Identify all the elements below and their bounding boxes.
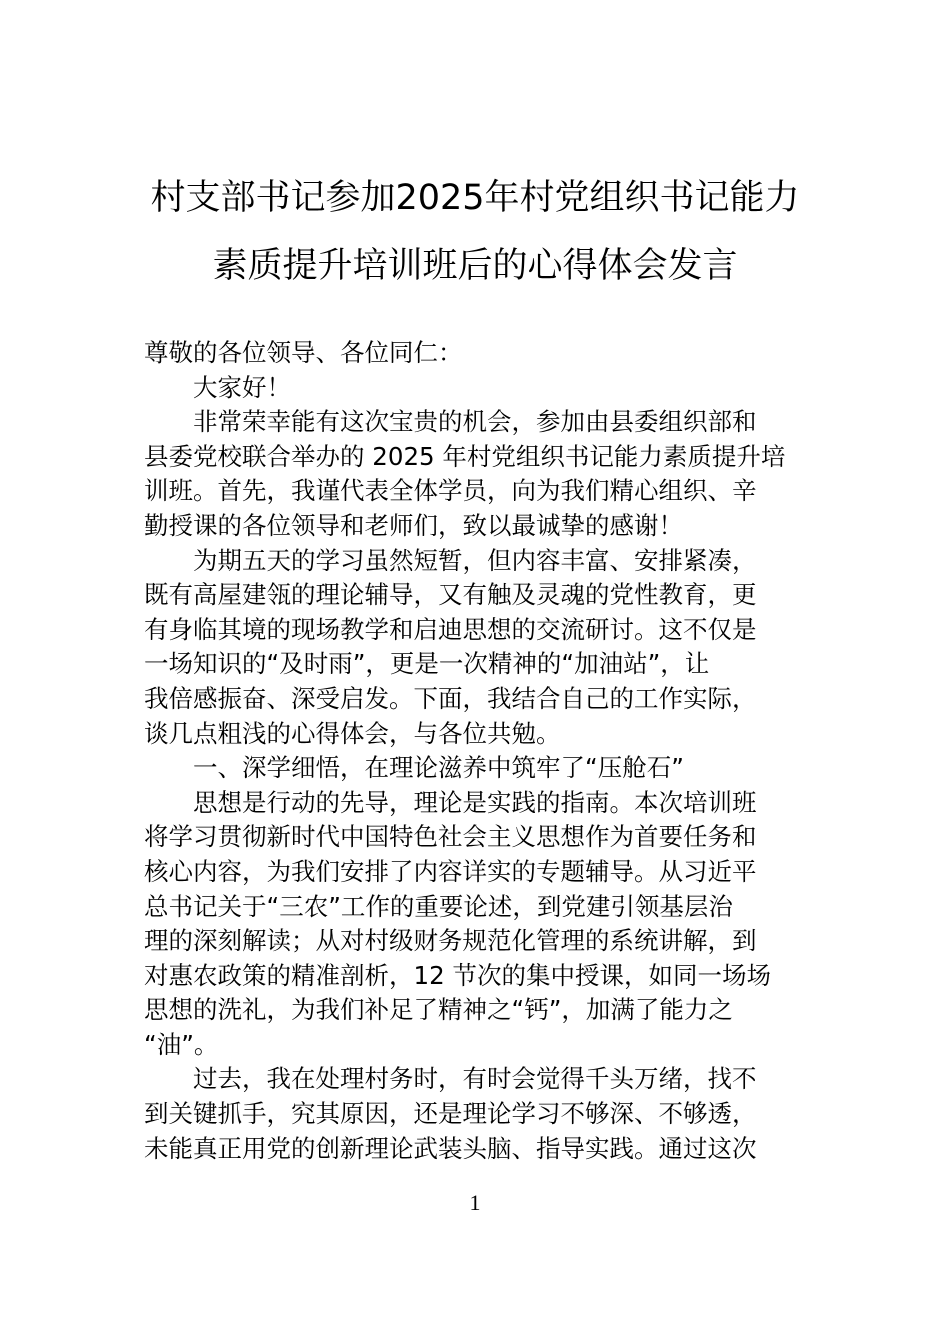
document-title-line-2: 素质提升培训班后的心得体会发言: [212, 246, 738, 286]
text-line: 有身临其境的现场教学和启迪思想的交流研讨。这不仅是: [144, 614, 757, 644]
document-title-line-1: 村支部书记参加2025年村党组织书记能力: [150, 178, 800, 218]
text-line: 到关键抓手，究其原因，还是理论学习不够深、不够透，: [144, 1099, 757, 1129]
document-body: [144, 336, 808, 1166]
text-line: 未能真正用党的创新理论武装头脑、指导实践。通过这次: [144, 1133, 757, 1163]
text-line: 总书记关于“三农”工作的重要论述，到党建引领基层治: [144, 891, 733, 921]
page-number: 1: [469, 1190, 481, 1215]
text-line: 过去，我在处理村务时，有时会觉得千头万绪，找不: [193, 1064, 757, 1094]
text-line: 县委党校联合举办的 2025 年村党组织书记能力素质提升培: [144, 441, 786, 471]
text-line: 谈几点粗浅的心得体会，与各位共勉。: [144, 718, 561, 748]
text-line: 对惠农政策的精准剖析，12 节次的集中授课，如同一场场: [144, 960, 771, 990]
text-line: 我倍感振奋、深受启发。下面，我结合自己的工作实际，: [144, 683, 757, 713]
text-line: 训班。首先，我谨代表全体学员，向为我们精心组织、辛: [144, 476, 757, 506]
text-line: 一场知识的“及时雨”，更是一次精神的“加油站”，让: [144, 649, 710, 679]
text-line: 为期五天的学习虽然短暂，但内容丰富、安排紧凑，: [193, 545, 757, 575]
text-line: 思想是行动的先导，理论是实践的指南。本次培训班: [193, 787, 757, 817]
text-line: 勤授课的各位领导和老师们，致以最诚挚的感谢！: [144, 510, 683, 540]
text-line: 理的深刻解读；从对村级财务规范化管理的系统讲解，到: [144, 926, 757, 956]
salutation: 尊敬的各位领导、各位同仁：: [144, 338, 463, 367]
text-line: 既有高屋建瓴的理论辅导，又有触及灵魂的党性教育，更: [144, 580, 757, 610]
text-line: 非常荣幸能有这次宝贵的机会，参加由县委组织部和: [193, 407, 757, 437]
greeting: 大家好！: [193, 372, 291, 402]
text-line: 将学习贯彻新时代中国特色社会主义思想作为首要任务和: [144, 822, 757, 852]
text-line: “油”。: [144, 1029, 219, 1059]
text-line: 核心内容，为我们安排了内容详实的专题辅导。从习近平: [144, 856, 757, 886]
section-heading: 一、深学细悟，在理论滋养中筑牢了“压舱石”: [193, 753, 684, 783]
text-line: 思想的洗礼，为我们补足了精神之“钙”，加满了能力之: [144, 995, 733, 1025]
